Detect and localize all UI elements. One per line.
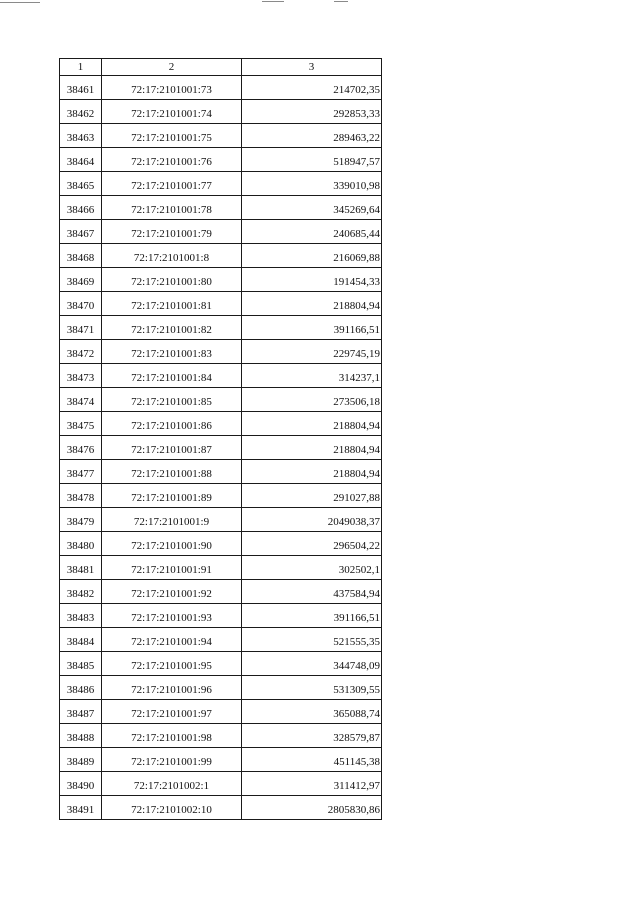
row-number-cell: 38469 (60, 268, 102, 292)
cadastral-value-cell: 216069,88 (242, 244, 382, 268)
row-number-cell: 38471 (60, 316, 102, 340)
column-header-1: 1 (60, 59, 102, 76)
row-number-cell: 38465 (60, 172, 102, 196)
table-row (60, 364, 382, 388)
cadastral-number-cell: 72:17:2101001:75 (102, 124, 242, 148)
scan-artifact (0, 2, 40, 3)
row-number-cell: 38475 (60, 412, 102, 436)
row-number-cell: 38470 (60, 292, 102, 316)
row-number-cell: 38484 (60, 628, 102, 652)
table-row (60, 508, 382, 532)
cadastral-table-container (59, 58, 381, 820)
cadastral-value-cell: 291027,88 (242, 484, 382, 508)
cadastral-value-cell: 191454,33 (242, 268, 382, 292)
table-row (60, 604, 382, 628)
table-row (60, 652, 382, 676)
cadastral-number-cell: 72:17:2101001:77 (102, 172, 242, 196)
table-row (60, 772, 382, 796)
cadastral-value-cell: 302502,1 (242, 556, 382, 580)
cadastral-number-cell: 72:17:2101002:10 (102, 796, 242, 820)
cadastral-number-cell: 72:17:2101001:85 (102, 388, 242, 412)
row-number-cell: 38472 (60, 340, 102, 364)
cadastral-number-cell: 72:17:2101001:96 (102, 676, 242, 700)
row-number-cell: 38488 (60, 724, 102, 748)
row-number-cell: 38474 (60, 388, 102, 412)
row-number-cell: 38480 (60, 532, 102, 556)
table-row (60, 700, 382, 724)
cadastral-value-table (59, 58, 382, 820)
cadastral-value-cell: 218804,94 (242, 292, 382, 316)
table-row (60, 676, 382, 700)
row-number-cell: 38487 (60, 700, 102, 724)
cadastral-value-cell: 2049038,37 (242, 508, 382, 532)
cadastral-value-cell: 339010,98 (242, 172, 382, 196)
table-row (60, 628, 382, 652)
scan-artifact (334, 1, 348, 2)
cadastral-number-cell: 72:17:2101001:91 (102, 556, 242, 580)
row-number-cell: 38477 (60, 460, 102, 484)
table-row (60, 268, 382, 292)
cadastral-value-cell: 2805830,86 (242, 796, 382, 820)
table-row (60, 388, 382, 412)
cadastral-value-cell: 296504,22 (242, 532, 382, 556)
cadastral-number-cell: 72:17:2101001:86 (102, 412, 242, 436)
cadastral-number-cell: 72:17:2101001:83 (102, 340, 242, 364)
row-number-cell: 38489 (60, 748, 102, 772)
table-row (60, 244, 382, 268)
scan-artifact (262, 1, 284, 2)
cadastral-number-cell: 72:17:2101001:93 (102, 604, 242, 628)
table-row (60, 484, 382, 508)
cadastral-number-cell: 72:17:2101001:94 (102, 628, 242, 652)
table-row (60, 100, 382, 124)
row-number-cell: 38482 (60, 580, 102, 604)
table-row (60, 436, 382, 460)
row-number-cell: 38483 (60, 604, 102, 628)
row-number-cell: 38479 (60, 508, 102, 532)
table-row (60, 580, 382, 604)
cadastral-value-cell: 451145,38 (242, 748, 382, 772)
row-number-cell: 38485 (60, 652, 102, 676)
cadastral-number-cell: 72:17:2101001:98 (102, 724, 242, 748)
cadastral-number-cell: 72:17:2101001:78 (102, 196, 242, 220)
cadastral-number-cell: 72:17:2101001:92 (102, 580, 242, 604)
table-row (60, 412, 382, 436)
cadastral-number-cell: 72:17:2101001:8 (102, 244, 242, 268)
cadastral-value-cell: 273506,18 (242, 388, 382, 412)
cadastral-value-cell: 292853,33 (242, 100, 382, 124)
row-number-cell: 38466 (60, 196, 102, 220)
cadastral-value-cell: 240685,44 (242, 220, 382, 244)
table-row (60, 172, 382, 196)
column-header-2: 2 (102, 59, 242, 76)
cadastral-value-cell: 437584,94 (242, 580, 382, 604)
cadastral-number-cell: 72:17:2101001:88 (102, 460, 242, 484)
row-number-cell: 38486 (60, 676, 102, 700)
cadastral-value-cell: 218804,94 (242, 436, 382, 460)
cadastral-value-cell: 218804,94 (242, 412, 382, 436)
cadastral-number-cell: 72:17:2101001:82 (102, 316, 242, 340)
cadastral-value-cell: 289463,22 (242, 124, 382, 148)
cadastral-number-cell: 72:17:2101001:89 (102, 484, 242, 508)
table-row (60, 556, 382, 580)
row-number-cell: 38476 (60, 436, 102, 460)
cadastral-value-cell: 328579,87 (242, 724, 382, 748)
row-number-cell: 38461 (60, 76, 102, 100)
cadastral-number-cell: 72:17:2101001:99 (102, 748, 242, 772)
row-number-cell: 38468 (60, 244, 102, 268)
cadastral-value-cell: 518947,57 (242, 148, 382, 172)
table-row (60, 292, 382, 316)
row-number-cell: 38473 (60, 364, 102, 388)
cadastral-number-cell: 72:17:2101001:79 (102, 220, 242, 244)
cadastral-number-cell: 72:17:2101001:84 (102, 364, 242, 388)
table-row (60, 76, 382, 100)
cadastral-value-cell: 345269,64 (242, 196, 382, 220)
cadastral-value-cell: 344748,09 (242, 652, 382, 676)
cadastral-number-cell: 72:17:2101001:74 (102, 100, 242, 124)
cadastral-number-cell: 72:17:2101001:9 (102, 508, 242, 532)
cadastral-number-cell: 72:17:2101001:73 (102, 76, 242, 100)
row-number-cell: 38464 (60, 148, 102, 172)
row-number-cell: 38463 (60, 124, 102, 148)
cadastral-value-cell: 531309,55 (242, 676, 382, 700)
table-row (60, 532, 382, 556)
cadastral-number-cell: 72:17:2101001:90 (102, 532, 242, 556)
row-number-cell: 38467 (60, 220, 102, 244)
table-row (60, 724, 382, 748)
table-row (60, 796, 382, 820)
row-number-cell: 38490 (60, 772, 102, 796)
table-row (60, 340, 382, 364)
column-header-3: 3 (242, 59, 382, 76)
cadastral-value-cell: 314237,1 (242, 364, 382, 388)
table-row (60, 220, 382, 244)
cadastral-number-cell: 72:17:2101001:95 (102, 652, 242, 676)
cadastral-value-cell: 311412,97 (242, 772, 382, 796)
cadastral-value-cell: 229745,19 (242, 340, 382, 364)
table-header-row (60, 59, 382, 76)
cadastral-number-cell: 72:17:2101002:1 (102, 772, 242, 796)
cadastral-value-cell: 521555,35 (242, 628, 382, 652)
cadastral-number-cell: 72:17:2101001:81 (102, 292, 242, 316)
table-row (60, 124, 382, 148)
cadastral-number-cell: 72:17:2101001:97 (102, 700, 242, 724)
table-row (60, 748, 382, 772)
cadastral-number-cell: 72:17:2101001:87 (102, 436, 242, 460)
cadastral-value-cell: 391166,51 (242, 604, 382, 628)
table-row (60, 316, 382, 340)
cadastral-value-cell: 218804,94 (242, 460, 382, 484)
cadastral-number-cell: 72:17:2101001:76 (102, 148, 242, 172)
table-row (60, 196, 382, 220)
cadastral-value-cell: 214702,35 (242, 76, 382, 100)
row-number-cell: 38491 (60, 796, 102, 820)
cadastral-value-cell: 365088,74 (242, 700, 382, 724)
row-number-cell: 38478 (60, 484, 102, 508)
table-row (60, 148, 382, 172)
table-body (60, 76, 382, 820)
table-row (60, 460, 382, 484)
row-number-cell: 38481 (60, 556, 102, 580)
row-number-cell: 38462 (60, 100, 102, 124)
cadastral-number-cell: 72:17:2101001:80 (102, 268, 242, 292)
cadastral-value-cell: 391166,51 (242, 316, 382, 340)
